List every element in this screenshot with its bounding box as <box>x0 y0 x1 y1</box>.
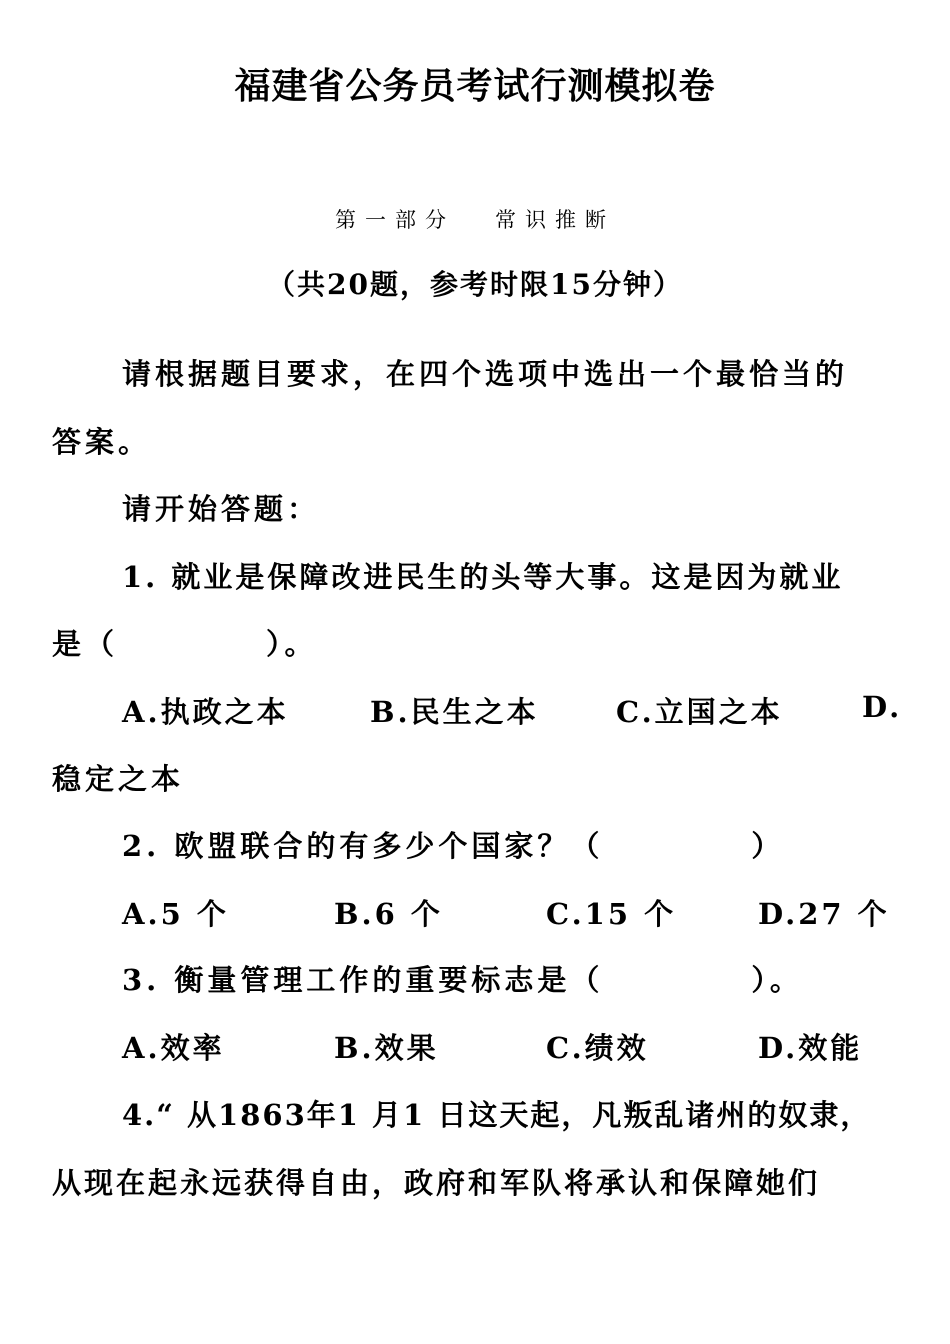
question-1-stem-line-1: 1. 就业是保障改进民生的头等大事。这是因为就业 <box>122 560 844 594</box>
question-1-option-c[interactable]: C.立国之本 <box>616 695 783 729</box>
question-4-stem-line-2: 从现在起永远获得自由，政府和军队将承认和保障她们 <box>52 1166 821 1200</box>
question-2-option-c[interactable]: C.15 个 <box>546 897 677 931</box>
question-1-option-b[interactable]: B.民生之本 <box>370 695 539 729</box>
section-name: 常识推断 <box>495 208 615 232</box>
question-3-option-c[interactable]: C.绩效 <box>546 1031 649 1065</box>
question-3-option-a[interactable]: A.效率 <box>122 1031 225 1065</box>
question-2-option-a[interactable]: A.5 个 <box>122 897 229 931</box>
section-heading <box>0 204 950 234</box>
question-2-option-d[interactable]: D.27 个 <box>758 897 890 931</box>
section-subtitle: （共20题，参考时限15分钟） <box>267 268 683 301</box>
instruction-line-1: 请根据题目要求，在四个选项中选出一个最恰当的 <box>122 357 849 391</box>
question-2-stem-prefix: 2. 欧盟联合的有多少个国家？（ <box>122 829 604 863</box>
question-2-stem-suffix: ） <box>751 829 785 863</box>
start-prompt: 请开始答题： <box>122 492 321 526</box>
question-3-stem <box>122 958 803 999</box>
question-1-stem-prefix: 是（ <box>52 627 119 661</box>
question-1-option-d-text: 稳定之本 <box>52 762 185 796</box>
question-3-option-b[interactable]: B.效果 <box>334 1031 439 1065</box>
question-3-option-d[interactable]: D.效能 <box>758 1031 863 1065</box>
question-1-stem-line-2 <box>52 622 318 663</box>
section-part: 第一部分 <box>335 208 455 232</box>
question-2-option-b[interactable]: B.6 个 <box>334 897 443 931</box>
question-2-stem <box>122 824 784 865</box>
question-3-stem-suffix: ）。 <box>751 963 803 997</box>
question-4-stem-line-1: 4.“ 从1863年1 月1 日这天起，凡叛乱诸州的奴隶， <box>122 1098 872 1132</box>
question-1-stem-suffix: ）。 <box>266 627 318 661</box>
question-1-option-d[interactable]: D. <box>862 690 903 724</box>
instruction-line-2: 答案。 <box>52 425 152 459</box>
page-title: 福建省公务员考试行测模拟卷 <box>234 66 716 107</box>
question-1-option-a[interactable]: A.执政之本 <box>122 695 289 729</box>
question-3-stem-prefix: 3. 衡量管理工作的重要标志是（ <box>122 963 604 997</box>
